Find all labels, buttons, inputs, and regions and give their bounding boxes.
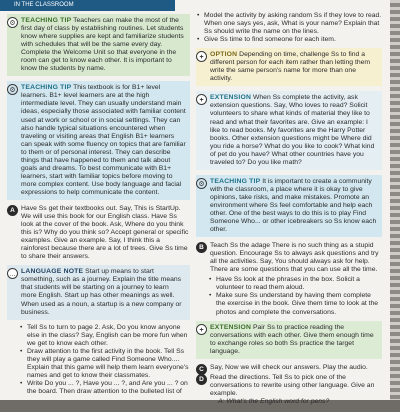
step-text: Say, Now we will check our answers. Play the audio. <box>210 363 368 371</box>
step-text: Teach Ss the adage There is no such thing as a stupid question. Encourage Ss to always ask questions and try all the activities. Say, You should always ask for help. There are some questions that you can use all the time. <box>210 242 379 274</box>
extension-label: EXTENSION <box>210 94 252 102</box>
note-text: Start up means to start something, such as a journey. Explain the title means that students will be starting on a journey to learn more English. Start up has other meanings as well. When used as a noun, a startup is a new company or business. <box>21 268 182 316</box>
option-box <box>196 48 382 86</box>
step-c <box>196 364 382 372</box>
option-text: Depending on time, challenge Ss to find a different person for each item rather than letting them write the same person's name for more than one activity. <box>210 51 371 83</box>
gear-icon: ⚙ <box>7 84 18 95</box>
instruction-list <box>196 12 382 44</box>
step-b <box>196 242 382 274</box>
option-label: OPTION <box>210 51 238 59</box>
gear-icon: ⚙ <box>196 178 207 189</box>
right-column <box>196 12 382 412</box>
list-item: • Write Do you ... ?, Have you ... ?, and Are you ... ? on the board. Then draw attention to the bulleted list of <box>19 380 190 396</box>
extension-text: When Ss complete the activity, ask extension questions. Say, Who loves to read? Solicit volunteers to share what kinds of material they like to read and what their favorites are. Give an example: I like to read books. My favorites are the Harry Potter books. Other extension questions might be Where did you ride a horse? What do you like to cook? What kind of pet do you have? What other countries have you traveled to? Do you like math? <box>210 94 375 166</box>
plus-icon: + <box>196 94 207 105</box>
plus-icon: + <box>196 324 207 335</box>
extension-label: EXTENSION <box>210 323 252 331</box>
extension-box-1 <box>196 91 382 169</box>
speech-bubble-icon: … <box>7 268 18 279</box>
step-text: Read the directions. Tell Ss to pick one of the conversations to rewrite using other language. Give an example. <box>210 373 375 397</box>
example-text: A: What's the English word for pens? <box>218 397 330 405</box>
list-item: • Draw attention to the first activity in the book. Tell Ss they will play a game called Find Someone Who.... Explain that this game will help them learn everyone's names and get to know their classmates. <box>19 348 190 380</box>
instruction-list <box>7 324 190 396</box>
step-d <box>196 374 382 406</box>
instruction-list <box>196 276 382 316</box>
list-item: • Have Ss look at the phrases in the box. Solicit a volunteer to read them aloud. <box>208 276 382 292</box>
left-column <box>7 12 190 396</box>
teaching-tip-3 <box>196 175 382 237</box>
list-item: • Make sure Ss understand by having them complete the exercise in the book. Give them time to look at the photos and complete the conversations. <box>208 292 382 316</box>
step-a <box>7 205 190 261</box>
extension-text: Pair Ss to practice reading the conversations with each other. Give them enough time to exchange roles so both Ss practice the target language. <box>210 323 374 355</box>
step-marker: B <box>196 242 207 253</box>
tip-text: It is important to create a community with the classroom, a place where it is okay to give opinions, take risks, and make mistakes. Promote an environment where Ss feel comfortable and help each other. One of the best ways to do this is to play Find Someone Who... or other icebreakers so Ss know each other. <box>210 177 377 234</box>
extension-box-2 <box>196 321 382 359</box>
teaching-tip-1 <box>7 14 190 76</box>
gear-icon: ⚙ <box>7 17 18 28</box>
list-item: • Tell Ss to turn to page 2. Ask, Do you know anyone else in the class? Say, English can be more fun when we get to know each other. <box>19 324 190 348</box>
teaching-tip-2 <box>7 81 190 200</box>
step-marker: A <box>7 205 18 216</box>
tip-label: TEACHING TIP <box>21 84 72 92</box>
list-item: • Model the activity by asking random Ss if they love to read. When one says yes, ask, What is your name? Explain that Ss should write the name on the lines. <box>196 12 382 36</box>
step-text: Have Ss get their textbooks out. Say, This is StartUp. We will use this book for our English class. Have Ss look at the cover of the book. Ask, Where do you think this is? Why do you think so? Accept general or specific examples. Give an example. Say, I think this a rainforest because there are a lot of trees. Give Ss time to share their answers. <box>21 204 189 261</box>
tip-text: This textbook is for B1+ level learners. B1+ level learners are at the high intermediate level. They can usually understand main ideas, especially those associated with familiar content used at work or school or in social settings. They can also handle typical situations encountered when traveling or visiting areas that English B1+ learners can speak with some fluency on topics that are familiar to them or of personal interest. They can describe things that have happened to them and talk about goals and dreams. To best communicate with B1+ learners, start with familiar topics before moving to more complex content. Use body language and facial expressions to help communicate the content. <box>21 84 186 196</box>
tip-label: TEACHING TIP <box>21 17 72 24</box>
note-label: LANGUAGE NOTE <box>21 268 84 276</box>
step-marker: C <box>196 364 207 375</box>
list-item: • Give Ss time to find someone for each item. <box>196 36 382 44</box>
step-marker: D <box>196 374 207 385</box>
spiral-binding <box>390 0 400 400</box>
tip-label: TEACHING TIP <box>210 177 261 185</box>
section-header <box>0 0 175 11</box>
section-title: IN THE CLASSROOM <box>14 2 74 8</box>
language-note <box>7 265 190 319</box>
tip-text: Teachers can make the most of the first day of class by establishing routines. Let students know where supplies are kept and familiarize students with schedules that will be the same every day. Complete the Welcome Unit so that everyone in the room can get to know each other. It is important to know the students by name. <box>21 17 184 73</box>
plus-icon: + <box>196 51 207 62</box>
